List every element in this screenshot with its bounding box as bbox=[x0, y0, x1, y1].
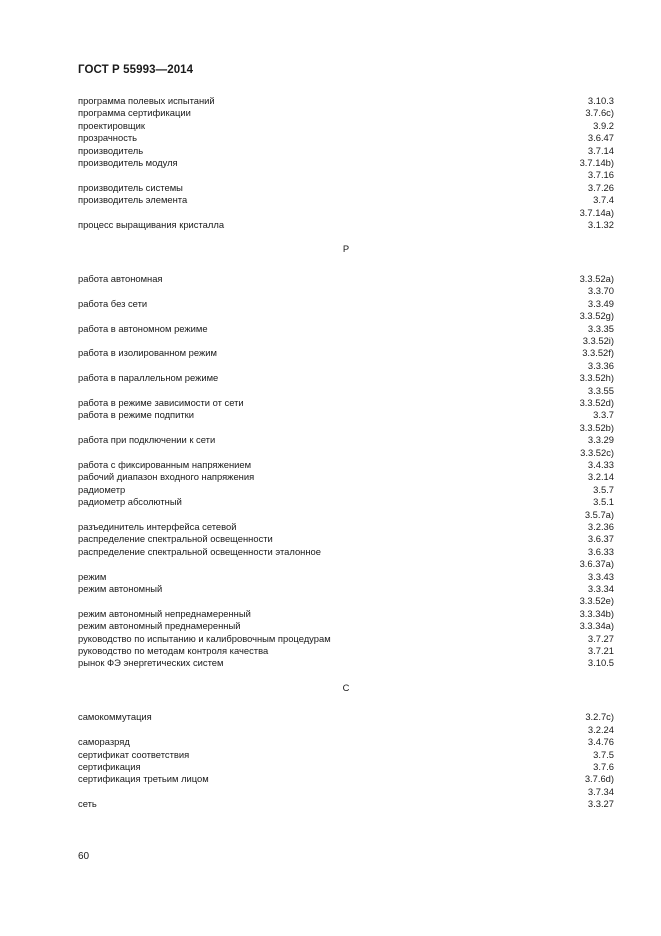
clause-reference: 3.2.7с) bbox=[585, 711, 614, 723]
index-refs bbox=[580, 194, 614, 219]
clause-reference: 3.4.76 bbox=[587, 736, 614, 748]
index-refs bbox=[593, 484, 614, 496]
index-term: производитель модуля bbox=[78, 157, 178, 169]
index-entry bbox=[78, 182, 614, 194]
index-refs bbox=[582, 347, 614, 372]
index-entry bbox=[78, 323, 614, 348]
index-entry bbox=[78, 409, 614, 434]
page-number: 60 bbox=[78, 851, 90, 862]
index-refs bbox=[580, 583, 614, 608]
clause-reference: 3.3.52с) bbox=[580, 446, 614, 458]
index-refs bbox=[588, 471, 614, 483]
index-term: производитель элемента bbox=[78, 194, 188, 206]
clause-reference: 3.7.26 bbox=[587, 181, 614, 193]
clause-reference: 3.7.34 bbox=[587, 785, 614, 797]
index-term: программа полевых испытаний bbox=[78, 95, 215, 106]
index-term: прозрачность bbox=[78, 132, 138, 144]
index-refs bbox=[585, 107, 614, 119]
clause-reference: 3.3.43 bbox=[587, 570, 614, 582]
clause-reference: 3.7.6d) bbox=[584, 773, 614, 785]
clause-reference: 3.5.7 bbox=[593, 483, 614, 495]
clause-reference: 3.10.3 bbox=[587, 95, 614, 106]
index-refs bbox=[585, 773, 614, 798]
index-entry bbox=[78, 645, 614, 657]
clause-reference: 3.2.36 bbox=[587, 521, 614, 532]
clause-reference: 3.3.34а) bbox=[579, 620, 614, 632]
index-entry bbox=[78, 95, 614, 107]
index-entry bbox=[78, 459, 614, 471]
clause-reference: 3.4.33 bbox=[587, 458, 614, 470]
index-refs bbox=[580, 608, 614, 620]
index-term: сертификация bbox=[78, 760, 141, 772]
index-entry bbox=[78, 132, 614, 144]
index-entry bbox=[78, 571, 614, 583]
clause-reference: 3.3.52b) bbox=[579, 421, 614, 433]
index-term: работа в режиме подпитки bbox=[78, 409, 194, 421]
index-term: процесс выращивания кристалла bbox=[78, 219, 225, 231]
index-refs bbox=[588, 645, 614, 657]
index-refs bbox=[593, 120, 614, 132]
index-refs bbox=[588, 459, 614, 471]
clause-reference: 3.3.52е) bbox=[579, 595, 614, 607]
clause-reference: 3.3.35 bbox=[587, 322, 614, 334]
index-term: работа без сети bbox=[78, 297, 148, 309]
index-refs bbox=[580, 298, 614, 323]
index-refs bbox=[593, 761, 614, 773]
index-refs bbox=[588, 798, 614, 810]
index-term: работа при подключении к сети bbox=[78, 434, 216, 446]
index-entry bbox=[78, 583, 614, 608]
clause-reference: 3.5.7а) bbox=[584, 508, 614, 520]
index-term: радиометр абсолютный bbox=[78, 496, 182, 508]
clause-reference: 3.6.33 bbox=[587, 545, 614, 557]
clause-reference: 3.7.4 bbox=[593, 194, 614, 206]
clause-reference: 3.7.14b) bbox=[579, 157, 614, 169]
index-entry bbox=[78, 107, 614, 119]
clause-reference: 3.7.27 bbox=[587, 632, 614, 644]
clause-reference: 3.3.55 bbox=[587, 384, 614, 396]
clause-reference: 3.10.5 bbox=[587, 657, 614, 669]
clause-reference: 3.3.34 bbox=[587, 583, 614, 595]
index-term: сертификат соответствия bbox=[78, 748, 190, 760]
index-term: разъединитель интерфейса сетевой bbox=[78, 521, 237, 532]
index-entry bbox=[78, 521, 614, 533]
index-entry bbox=[78, 608, 614, 620]
index-entry bbox=[78, 620, 614, 632]
index-term: режим автономный непреднамеренный bbox=[78, 607, 251, 619]
index-entry bbox=[78, 711, 614, 736]
index-term: работа в изолированном режим bbox=[78, 347, 217, 359]
index-entry bbox=[78, 657, 614, 669]
index-term: режим автономный преднамеренный bbox=[78, 620, 241, 632]
index-term: работа автономная bbox=[78, 272, 163, 284]
index-refs bbox=[588, 132, 614, 144]
index-refs bbox=[588, 736, 614, 748]
index-term: саморазряд bbox=[78, 736, 130, 748]
clause-reference: 3.7.14а) bbox=[579, 206, 614, 218]
document-header: ГОСТ Р 55993—2014 bbox=[78, 64, 194, 76]
clause-reference: 3.7.5 bbox=[593, 748, 614, 760]
index-refs bbox=[580, 620, 614, 632]
index-refs bbox=[580, 397, 614, 409]
index-term: работа в параллельном режиме bbox=[78, 372, 219, 384]
index-refs bbox=[580, 372, 614, 397]
index-entry bbox=[78, 773, 614, 798]
index-entry bbox=[78, 347, 614, 372]
clause-reference: 3.3.52i) bbox=[582, 334, 614, 346]
index-term: распределение спектральной освещенности эталонное bbox=[78, 545, 321, 557]
index-entry bbox=[78, 372, 614, 397]
clause-reference: 3.2.14 bbox=[587, 471, 614, 483]
clause-reference: 3.3.36 bbox=[587, 359, 614, 371]
index-entry bbox=[78, 471, 614, 483]
index-entry bbox=[78, 273, 614, 298]
clause-reference: 3.6.37 bbox=[587, 533, 614, 545]
clause-reference: 3.7.21 bbox=[587, 645, 614, 657]
clause-reference: 3.2.24 bbox=[587, 723, 614, 735]
clause-reference: 3.3.34b) bbox=[579, 607, 614, 619]
index-entry bbox=[78, 157, 614, 182]
index-term: сертификация третьим лицом bbox=[78, 773, 209, 785]
index-term: проектировщик bbox=[78, 119, 145, 131]
clause-reference: 3.3.7 bbox=[593, 409, 614, 421]
index-refs bbox=[580, 273, 614, 298]
index-entry bbox=[78, 434, 614, 459]
index-entry bbox=[78, 633, 614, 645]
index-refs bbox=[588, 571, 614, 583]
index-refs bbox=[588, 533, 614, 545]
clause-reference: 3.1.32 bbox=[587, 219, 614, 231]
index-term: работа в автономном режиме bbox=[78, 322, 208, 334]
clause-reference: 3.3.70 bbox=[587, 285, 614, 297]
index-refs bbox=[580, 434, 614, 459]
index-refs bbox=[593, 749, 614, 761]
index-refs bbox=[580, 157, 614, 182]
clause-reference: 3.3.27 bbox=[587, 798, 614, 810]
index-refs bbox=[588, 657, 614, 669]
index-refs bbox=[580, 546, 614, 571]
index-term: сеть bbox=[78, 798, 97, 810]
index-refs bbox=[585, 496, 614, 521]
clause-reference: 3.7.14 bbox=[587, 144, 614, 156]
index-refs bbox=[588, 219, 614, 231]
index-refs bbox=[588, 521, 614, 533]
clause-reference: 3.5.1 bbox=[593, 496, 614, 508]
clause-reference: 3.3.52а) bbox=[579, 272, 614, 284]
index-term: производитель bbox=[78, 144, 144, 156]
index-entry bbox=[78, 761, 614, 773]
index-refs bbox=[580, 409, 614, 434]
index-term: руководство по испытанию и калибровочным процедурам bbox=[78, 632, 331, 644]
index-list bbox=[78, 95, 614, 811]
index-term: распределение спектральной освещенности bbox=[78, 533, 273, 545]
clause-reference: 3.3.52g) bbox=[579, 310, 614, 322]
clause-reference: 3.3.52f) bbox=[582, 347, 614, 359]
index-refs bbox=[588, 633, 614, 645]
section-letter: С bbox=[342, 681, 350, 693]
index-term: программа сертификации bbox=[78, 107, 191, 119]
index-entry bbox=[78, 120, 614, 132]
index-refs bbox=[588, 182, 614, 194]
index-entry bbox=[78, 484, 614, 496]
index-entry bbox=[78, 397, 614, 409]
index-entry bbox=[78, 194, 614, 219]
index-section bbox=[78, 243, 614, 669]
clause-reference: 3.3.52h) bbox=[579, 372, 614, 384]
clause-reference: 3.7.6с) bbox=[585, 107, 614, 119]
index-term: режим автономный bbox=[78, 583, 163, 595]
index-term: самокоммутация bbox=[78, 711, 152, 723]
index-term: рынок ФЭ энергетических систем bbox=[78, 657, 224, 669]
index-entry bbox=[78, 546, 614, 571]
index-entry bbox=[78, 798, 614, 810]
section-letter: Р bbox=[342, 243, 350, 255]
index-entry bbox=[78, 298, 614, 323]
clause-reference: 3.6.47 bbox=[587, 132, 614, 144]
index-refs bbox=[583, 323, 614, 348]
clause-reference: 3.3.52d) bbox=[579, 396, 614, 408]
index-term: режим bbox=[78, 570, 107, 582]
index-refs bbox=[588, 145, 614, 157]
index-section bbox=[78, 95, 614, 231]
index-refs bbox=[588, 95, 614, 107]
index-entry bbox=[78, 736, 614, 748]
index-entry bbox=[78, 219, 614, 231]
index-term: производитель системы bbox=[78, 181, 183, 193]
index-term: работа с фиксированным напряжением bbox=[78, 458, 252, 470]
index-entry bbox=[78, 145, 614, 157]
index-entry bbox=[78, 496, 614, 521]
index-refs bbox=[585, 711, 614, 736]
index-term: руководство по методам контроля качества bbox=[78, 645, 269, 657]
clause-reference: 3.3.49 bbox=[587, 297, 614, 309]
index-term: радиометр bbox=[78, 483, 126, 495]
index-section bbox=[78, 682, 614, 811]
clause-reference: 3.7.6 bbox=[593, 760, 614, 772]
index-entry bbox=[78, 533, 614, 545]
index-term: работа в режиме зависимости от сети bbox=[78, 396, 244, 408]
clause-reference: 3.7.16 bbox=[587, 169, 614, 181]
clause-reference: 3.3.29 bbox=[587, 434, 614, 446]
index-term: рабочий диапазон входного напряжения bbox=[78, 471, 255, 483]
clause-reference: 3.9.2 bbox=[593, 119, 614, 131]
index-entry bbox=[78, 749, 614, 761]
clause-reference: 3.6.37а) bbox=[579, 558, 614, 570]
